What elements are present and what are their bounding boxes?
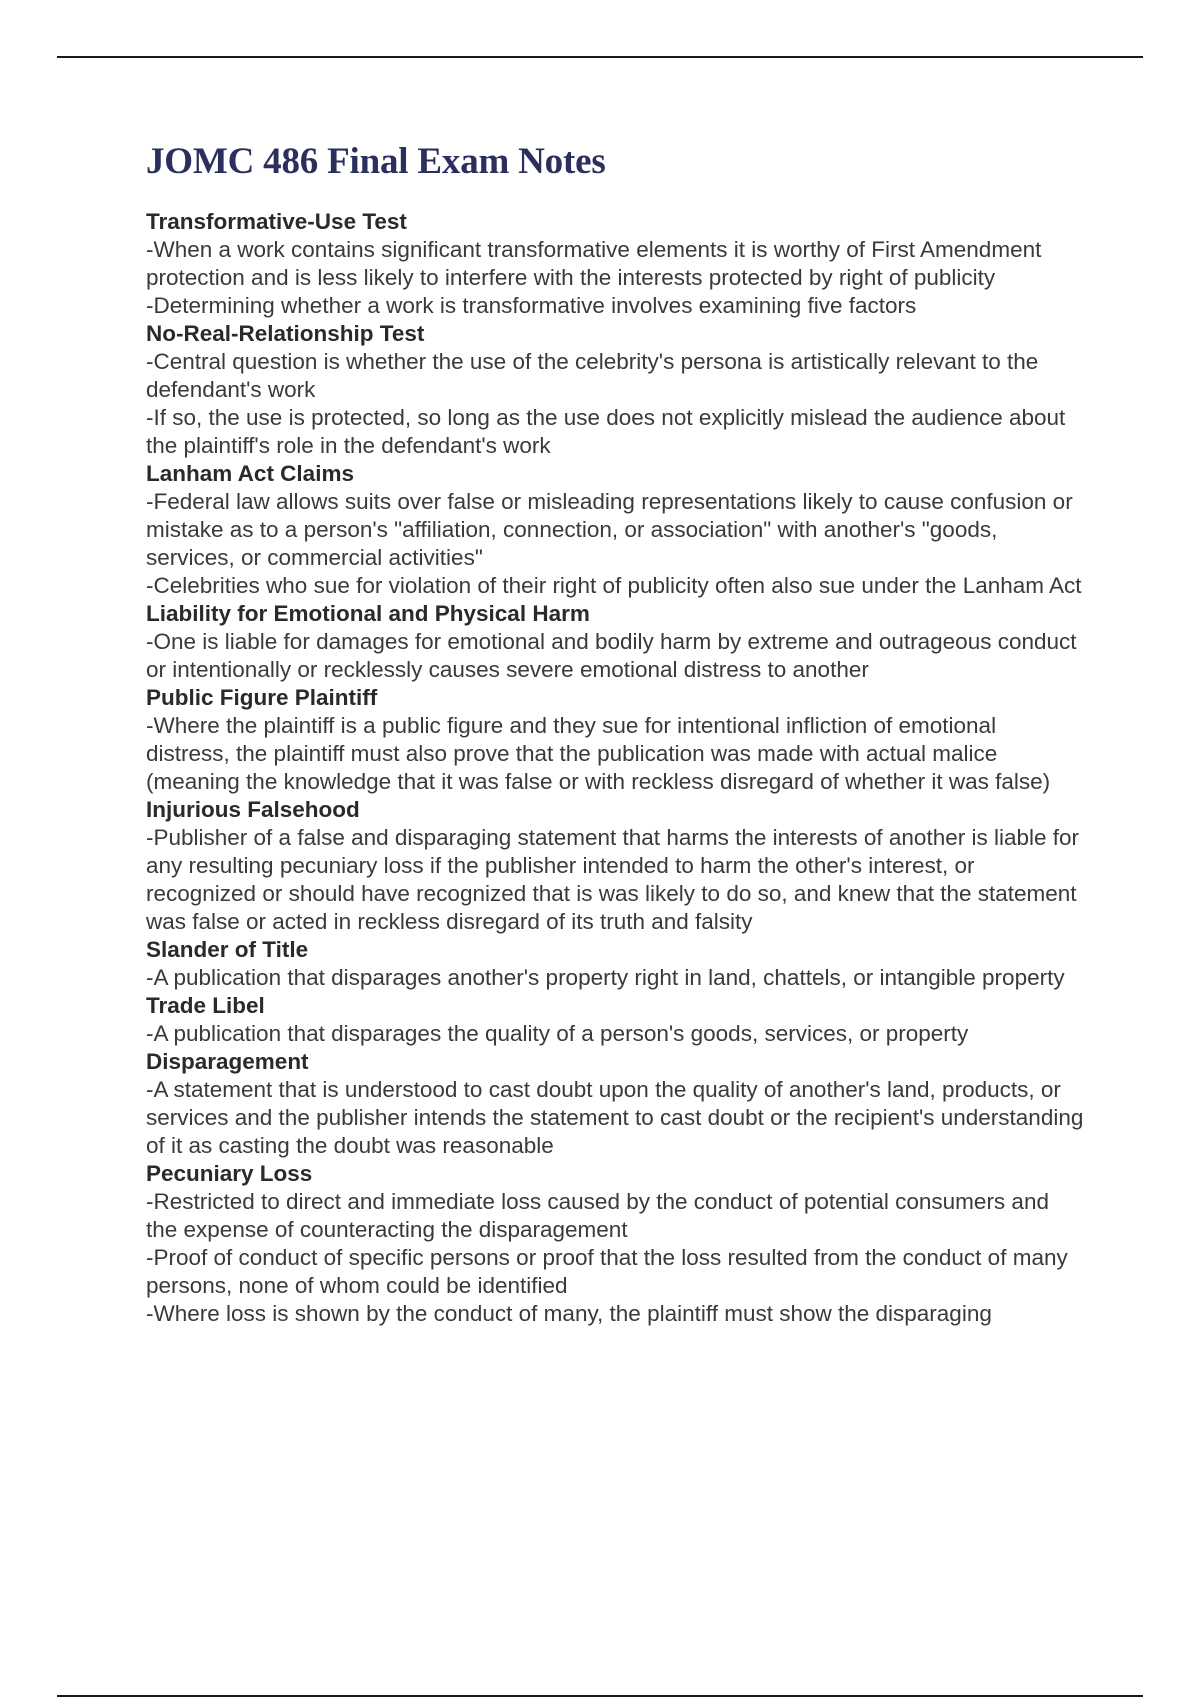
note-line: -When a work contains significant transformative elements it is worthy of First Amendment protection and is less likely to interfere with the interests protected by right of publicity <box>146 237 1042 291</box>
note-line: -A publication that disparages another's property right in land, chattels, or intangible property <box>146 965 1065 991</box>
section-heading: Pecuniary Loss <box>146 1161 313 1187</box>
section <box>146 600 1086 684</box>
section-heading: Slander of Title <box>146 937 309 963</box>
section-heading: Injurious Falsehood <box>146 797 360 823</box>
section-heading: Trade Libel <box>146 993 265 1019</box>
note-line: -A statement that is understood to cast doubt upon the quality of another's land, products, or services and the publisher intends the statement to cast doubt or the recipient's understanding of it as casting the doubt was reasonable <box>146 1077 1084 1159</box>
note-line: -If so, the use is protected, so long as the use does not explicitly mislead the audience about the plaintiff's role in the defendant's work <box>146 405 1066 459</box>
section-heading: Liability for Emotional and Physical Harm <box>146 601 590 627</box>
notes-content <box>146 208 1086 1328</box>
bottom-rule <box>57 1695 1143 1697</box>
note-line: -A publication that disparages the quality of a person's goods, services, or property <box>146 1021 969 1047</box>
note-line: -Where the plaintiff is a public figure and they sue for intentional infliction of emotional distress, the plaintiff must also prove that the publication was made with actual malice (meaning the knowledge that it was false or with reckless disregard of whether it was false) <box>146 713 1051 795</box>
section-heading: Transformative-Use Test <box>146 209 407 235</box>
note-line: -One is liable for damages for emotional and bodily harm by extreme and outrageous conduct or intentionally or recklessly causes severe emotional distress to another <box>146 629 1077 683</box>
section <box>146 208 1086 320</box>
section-heading: No-Real-Relationship Test <box>146 321 425 347</box>
note-line: -Proof of conduct of specific persons or proof that the loss resulted from the conduct of many persons, none of whom could be identified <box>146 1245 1068 1299</box>
section <box>146 1048 1086 1160</box>
document-page <box>146 140 1086 1328</box>
section <box>146 936 1086 992</box>
section <box>146 796 1086 936</box>
note-line: -Celebrities who sue for violation of their right of publicity often also sue under the Lanham Act <box>146 573 1082 599</box>
note-line: -Publisher of a false and disparaging statement that harms the interests of another is liable for any resulting pecuniary loss if the publisher intended to harm the other's interest, or recognized or should have recognized that is was likely to do so, and knew that the statement was false or acted in reckless disregard of its truth and falsity <box>146 825 1080 935</box>
document-title: JOMC 486 Final Exam Notes <box>146 141 606 182</box>
section <box>146 992 1086 1048</box>
section-heading: Lanham Act Claims <box>146 461 354 487</box>
section <box>146 1160 1086 1328</box>
note-line: -Where loss is shown by the conduct of many, the plaintiff must show the disparaging <box>146 1301 992 1327</box>
section <box>146 460 1086 600</box>
note-line: -Federal law allows suits over false or misleading representations likely to cause confusion or mistake as to a person's "affiliation, connection, or association" with another's "goods, services, or commercial activities" <box>146 489 1073 571</box>
section <box>146 320 1086 460</box>
note-line: -Determining whether a work is transformative involves examining five factors <box>146 293 917 319</box>
section-heading: Disparagement <box>146 1049 309 1075</box>
section-heading: Public Figure Plaintiff <box>146 685 378 711</box>
note-line: -Central question is whether the use of the celebrity's persona is artistically relevant to the defendant's work <box>146 349 1039 403</box>
note-line: -Restricted to direct and immediate loss caused by the conduct of potential consumers and the expense of counteracting the disparagement <box>146 1189 1049 1243</box>
top-rule <box>57 56 1143 58</box>
section <box>146 684 1086 796</box>
